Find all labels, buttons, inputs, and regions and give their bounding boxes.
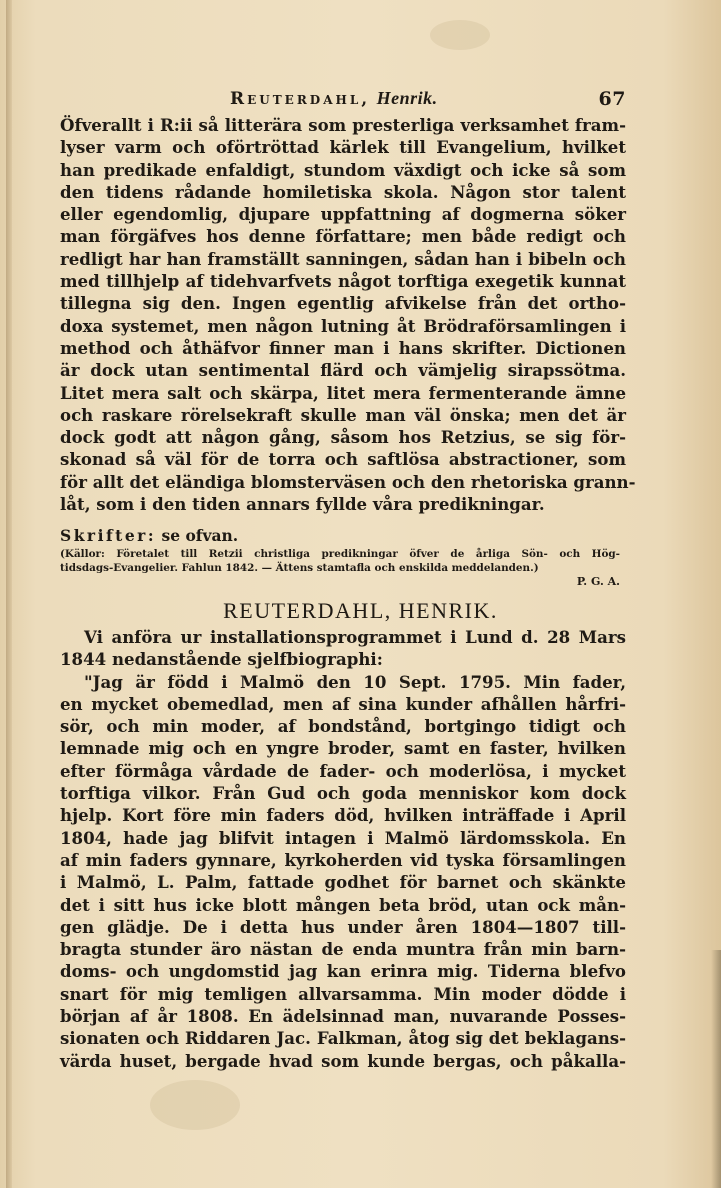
writings-note	[60, 526, 238, 545]
text-line: method och åthäfvor finner man i hans skrifter. Dictionen	[60, 337, 626, 358]
text-line: hjelp. Kort före min faders död, hvilken inträffade i April	[60, 805, 626, 826]
text-line: han predikade enfaldigt, stundom växdigt och icke så som	[60, 159, 626, 180]
text-line: låt, som i den tiden annars fyllde våra predikningar.	[60, 494, 545, 515]
text-line: tillegna sig den. Ingen egentlig afvikelse från det ortho-	[60, 293, 626, 314]
text-line: skonad så väl för de torra och saftlösa abstractioner, som	[60, 449, 626, 470]
text-line: bragta stunder äro nästan de enda muntra från min barn-	[60, 939, 626, 960]
writings-text: se ofvan.	[161, 526, 239, 545]
running-title	[230, 88, 438, 109]
text-line: värda huset, bergade hvad som kunde bergas, och påkalla-	[60, 1050, 626, 1071]
text-line: torftiga vilkor. Från Gud och goda menniskor kom dock	[60, 783, 626, 804]
paper-stain	[150, 1080, 240, 1130]
text-line: man förgäfves hos denne författare; men både redigt och	[60, 226, 626, 247]
text-line: det i sitt hus icke blott mången beta bröd, utan ock mån-	[60, 894, 626, 915]
text-line: doxa systemet, men någon lutning åt Brödraförsamlingen i	[60, 315, 626, 336]
text-line: doms- och ungdomstid jag kan erinra mig. Tiderna blefvo	[60, 961, 626, 982]
running-title-given: Henrik.	[376, 88, 438, 108]
text-line: för allt det eländiga blomsterväsen och den rhetoriska grann-	[60, 471, 636, 492]
text-line: sör, och min moder, af bondstånd, bortgingo tidigt och	[60, 716, 626, 737]
text-line: af min faders gynnare, kyrkoherden vid tyska församlingen	[60, 849, 626, 870]
text-line: en mycket obemedlad, men af sina kunder afhållen hårfri-	[60, 693, 626, 714]
text-line: eller egendomlig, djupare uppfattning af dogmerna söker	[60, 204, 626, 225]
paper-stain	[430, 20, 490, 50]
sources-line: (Källor: Företalet till Retzii christliga predikningar öfver de årliga Sön- och Hög-	[60, 548, 620, 560]
writings-label: Skrifter:	[60, 526, 157, 545]
text-line: "Jag är född i Malmö den 10 Sept. 1795. Min fader,	[84, 671, 626, 692]
text-line: med tillhjelp af tidehvarfvets något torftiga exegetik kunnat	[60, 271, 626, 292]
text-line: Öfverallt i R:ii så litterära som presterliga verksamhet fram-	[60, 115, 626, 135]
body-text-first	[60, 114, 636, 515]
sources-note	[60, 547, 620, 588]
text-line: och raskare rörelsekraft skulle man väl önska; men det är	[60, 404, 626, 425]
text-line: lyser varm och oförtröttad kärlek till Evangelium, hvilket	[60, 137, 626, 158]
book-spine-shadow	[6, 0, 12, 1188]
text-line: 1844 nedanstående sjelfbiographi:	[60, 649, 383, 670]
text-line: redligt har han framställt sanningen, sådan han i bibeln och	[60, 248, 626, 269]
text-line: 1804, hade jag blifvit intagen i Malmö lärdomsskola. En	[60, 827, 626, 848]
sources-line: tidsdags-Evangelier. Fahlun 1842. — Ättens stamtafla och enskilda meddelanden.)	[60, 562, 539, 574]
text-line: gen glädje. De i detta hus under åren 1804—1807 till-	[60, 916, 626, 937]
text-line: lemnade mig och en yngre broder, samt en faster, hvilken	[60, 738, 626, 759]
text-line: sionaten och Riddaren Jac. Falkman, åtog sig det beklagans-	[60, 1028, 626, 1049]
page-number: 67	[598, 88, 626, 110]
text-line: snart för mig temligen allvarsamma. Min moder dödde i	[60, 983, 626, 1004]
text-line: dock godt att någon gång, såsom hos Retzius, se sig för-	[60, 427, 626, 448]
text-line: Litet mera salt och skärpa, litet mera fermenterande ämne	[60, 382, 626, 403]
page-edge-shadow	[711, 950, 721, 1188]
text-line: efter förmåga vårdade de fader- och moderlösa, i mycket	[60, 760, 626, 781]
section-title: REUTERDAHL, HENRIK.	[223, 598, 498, 623]
text-line: den tidens rådande homiletiska skola. Någon stor talent	[60, 181, 626, 202]
article-author-initials: P. G. A.	[576, 575, 620, 588]
running-title-name: Reuterdahl,	[230, 89, 371, 109]
text-line: i Malmö, L. Palm, fattade godhet för barnet och skänkte	[60, 872, 626, 893]
text-line: är dock utan sentimental flärd och vämjelig sirapssötma.	[60, 360, 626, 381]
text-line: Vi anföra ur installationsprogrammet i Lund d. 28 Mars	[84, 627, 626, 647]
text-line: början af år 1808. En ädelsinnad man, nuvarande Posses-	[60, 1006, 626, 1027]
body-text-second	[60, 626, 626, 1072]
